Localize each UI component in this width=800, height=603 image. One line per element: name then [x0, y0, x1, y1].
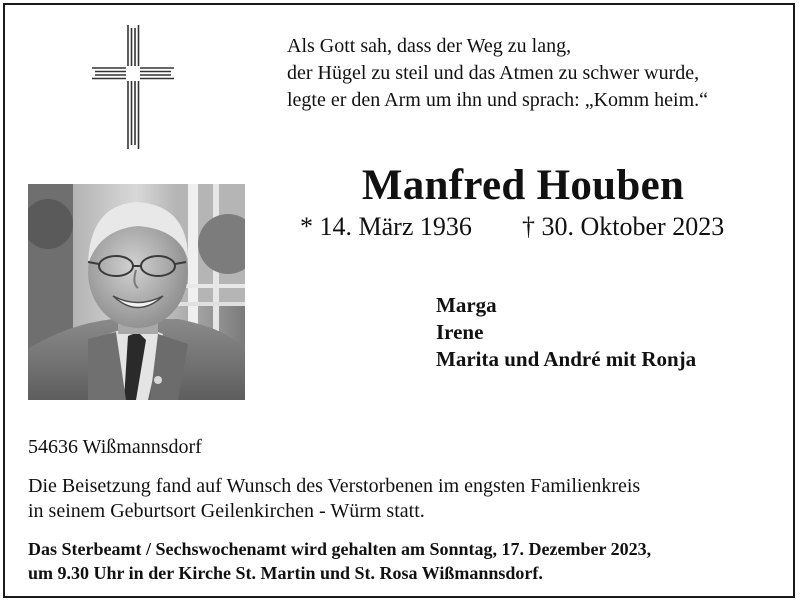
- mourner-name: Marga: [436, 293, 497, 317]
- poem-line: legte er den Arm um ihn und sprach: „Komm heim.“: [287, 89, 709, 111]
- mass-line: um 9.30 Uhr in der Kirche St. Martin und St. Rosa Wißmannsdorf.: [28, 563, 543, 583]
- mourner-name: Marita und André mit Ronja: [436, 347, 697, 371]
- address: 54636 Wißmannsdorf: [28, 436, 202, 458]
- burial-line: in seinem Geburtsort Geilenkirchen - Würm statt.: [28, 500, 425, 522]
- mass-line: Das Sterbeamt / Sechswochenamt wird gehalten am Sonntag, 17. Dezember 2023,: [28, 539, 652, 559]
- mourner-name: Irene: [436, 320, 484, 344]
- cross-icon: [92, 25, 174, 149]
- poem-line: Als Gott sah, dass der Weg zu lang,: [287, 35, 572, 57]
- mourners-list: [436, 292, 696, 373]
- burial-line: Die Beisetzung fand auf Wunsch des Verstorbenen im engsten Familienkreis: [28, 475, 641, 497]
- poem: [287, 33, 777, 114]
- burial-notice: [28, 474, 778, 524]
- birth-date: * 14. März 1936: [300, 212, 472, 241]
- portrait-photo: [28, 184, 245, 400]
- deceased-name: Manfred Houben: [361, 162, 685, 209]
- death-date: † 30. Oktober 2023: [522, 212, 725, 241]
- memorial-mass-notice: [28, 537, 788, 585]
- poem-line: der Hügel zu steil und das Atmen zu schwer wurde,: [287, 62, 700, 84]
